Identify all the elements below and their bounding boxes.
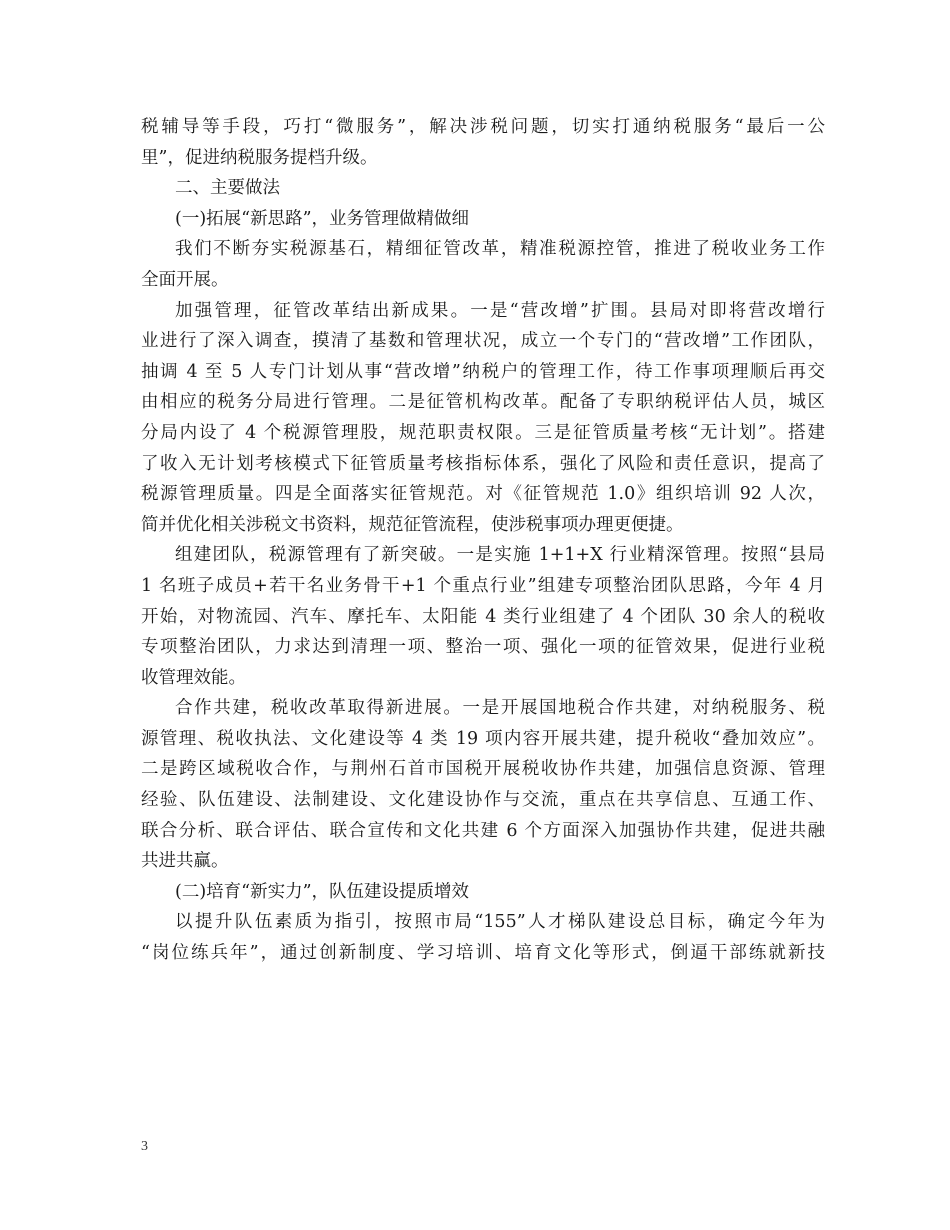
text-line <box>141 540 825 571</box>
text-line-content: 以提升队伍素质为指引，按照市局“155”人才梯队建设总目标，确定今年为 <box>175 912 825 933</box>
text-line-content: 全面开展。 <box>141 269 229 290</box>
text-line <box>141 663 825 694</box>
text-line <box>141 907 825 938</box>
text-line-content: 专项整治团队，力求达到清理一项、整治一项、强化一项的征管效果，促进行业税 <box>141 637 825 658</box>
text-line <box>141 938 825 969</box>
text-line-content: 我们不断夯实税源基石，精细征管改革，精准税源控管，推进了税收业务工作 <box>175 239 825 260</box>
text-line-content: (一)拓展“新思路”，业务管理做精做细 <box>175 208 470 229</box>
text-line <box>141 571 825 602</box>
text-line <box>141 602 825 633</box>
text-line <box>141 632 825 663</box>
text-line-content: 1 名班子成员+若干名业务骨干+1 个重点行业”组建专项整治团队思路，今年 4 月 <box>141 575 825 596</box>
text-line <box>141 112 825 143</box>
text-line <box>141 816 825 847</box>
text-line <box>141 693 825 724</box>
text-line-content: 里”，促进纳税服务提档升级。 <box>141 147 378 168</box>
text-line <box>141 265 825 296</box>
text-line <box>141 510 825 541</box>
text-line <box>141 296 825 327</box>
text-line-content: 税源管理质量。四是全面落实征管规范。对《征管规范 1.0》组织培训 92 人次， <box>141 484 825 505</box>
document-body <box>141 112 825 969</box>
text-line-content: “岗位练兵年”，通过创新制度、学习培训、培育文化等形式，倒逼干部练就新技 <box>141 943 825 964</box>
text-line <box>141 234 825 265</box>
text-line <box>141 326 825 357</box>
text-line-content: 合作共建，税收改革取得新进展。一是开展国地税合作共建，对纳税服务、税 <box>175 698 825 719</box>
text-line <box>141 479 825 510</box>
text-line <box>141 357 825 388</box>
text-line <box>141 143 825 174</box>
text-line-content: 由相应的税务分局进行管理。二是征管机构改革。配备了专职纳税评估人员，城区 <box>141 392 825 413</box>
text-line <box>141 449 825 480</box>
text-line-content: 收管理效能。 <box>141 667 246 688</box>
text-line <box>141 418 825 449</box>
text-line <box>141 173 825 204</box>
text-line-content: 业进行了深入调查，摸清了基数和管理状况，成立一个专门的“营改增”工作团队， <box>141 331 825 352</box>
text-line-content: 二是跨区域税收合作，与荆州石首市国税开展税收协作共建，加强信息资源、管理 <box>141 759 825 780</box>
text-line-content: 抽调 4 至 5 人专门计划从事“营改增”纳税户的管理工作，待工作事项理顺后再交 <box>141 361 825 382</box>
text-line-content: 税辅导等手段，巧打“微服务”，解决涉税问题，切实打通纳税服务“最后一公 <box>141 117 825 137</box>
text-line-content: 联合分析、联合评估、联合宣传和文化共建 6 个方面深入加强协作共建，促进共融 <box>141 820 825 841</box>
text-line <box>141 785 825 816</box>
text-line-content: (二)培育“新实力”，队伍建设提质增效 <box>175 881 470 902</box>
text-line <box>141 846 825 877</box>
text-line <box>141 754 825 785</box>
text-line <box>141 724 825 755</box>
text-line-content: 了收入无计划考核模式下征管质量考核指标体系，强化了风险和责任意识，提高了 <box>141 453 825 474</box>
text-line-content: 组建团队，税源管理有了新突破。一是实施 1+1+X 行业精深管理。按照“县局 <box>175 545 825 566</box>
text-line-content: 简并优化相关涉税文书资料，规范征管流程，使涉税事项办理更便捷。 <box>141 514 684 535</box>
text-line-content: 开始，对物流园、汽车、摩托车、太阳能 4 类行业组建了 4 个团队 30 余人的税收 <box>141 606 825 627</box>
text-line-content: 共进共赢。 <box>141 851 229 872</box>
text-line-content: 二、主要做法 <box>175 178 280 199</box>
text-line-content: 源管理、税收执法、文化建设等 4 类 19 项内容开展共建，提升税收“叠加效应”。 <box>141 728 825 749</box>
text-line-content: 加强管理，征管改革结出新成果。一是“营改增”扩围。县局对即将营改增行 <box>175 300 825 321</box>
text-line <box>141 204 825 235</box>
text-line-content: 经验、队伍建设、法制建设、文化建设协作与交流，重点在共享信息、互通工作、 <box>141 790 825 811</box>
page-number: 3 <box>141 1139 148 1154</box>
text-line <box>141 877 825 908</box>
text-line-content: 分局内设了 4 个税源管理股，规范职责权限。三是征管质量考核“无计划”。搭建 <box>141 422 825 443</box>
text-line <box>141 387 825 418</box>
